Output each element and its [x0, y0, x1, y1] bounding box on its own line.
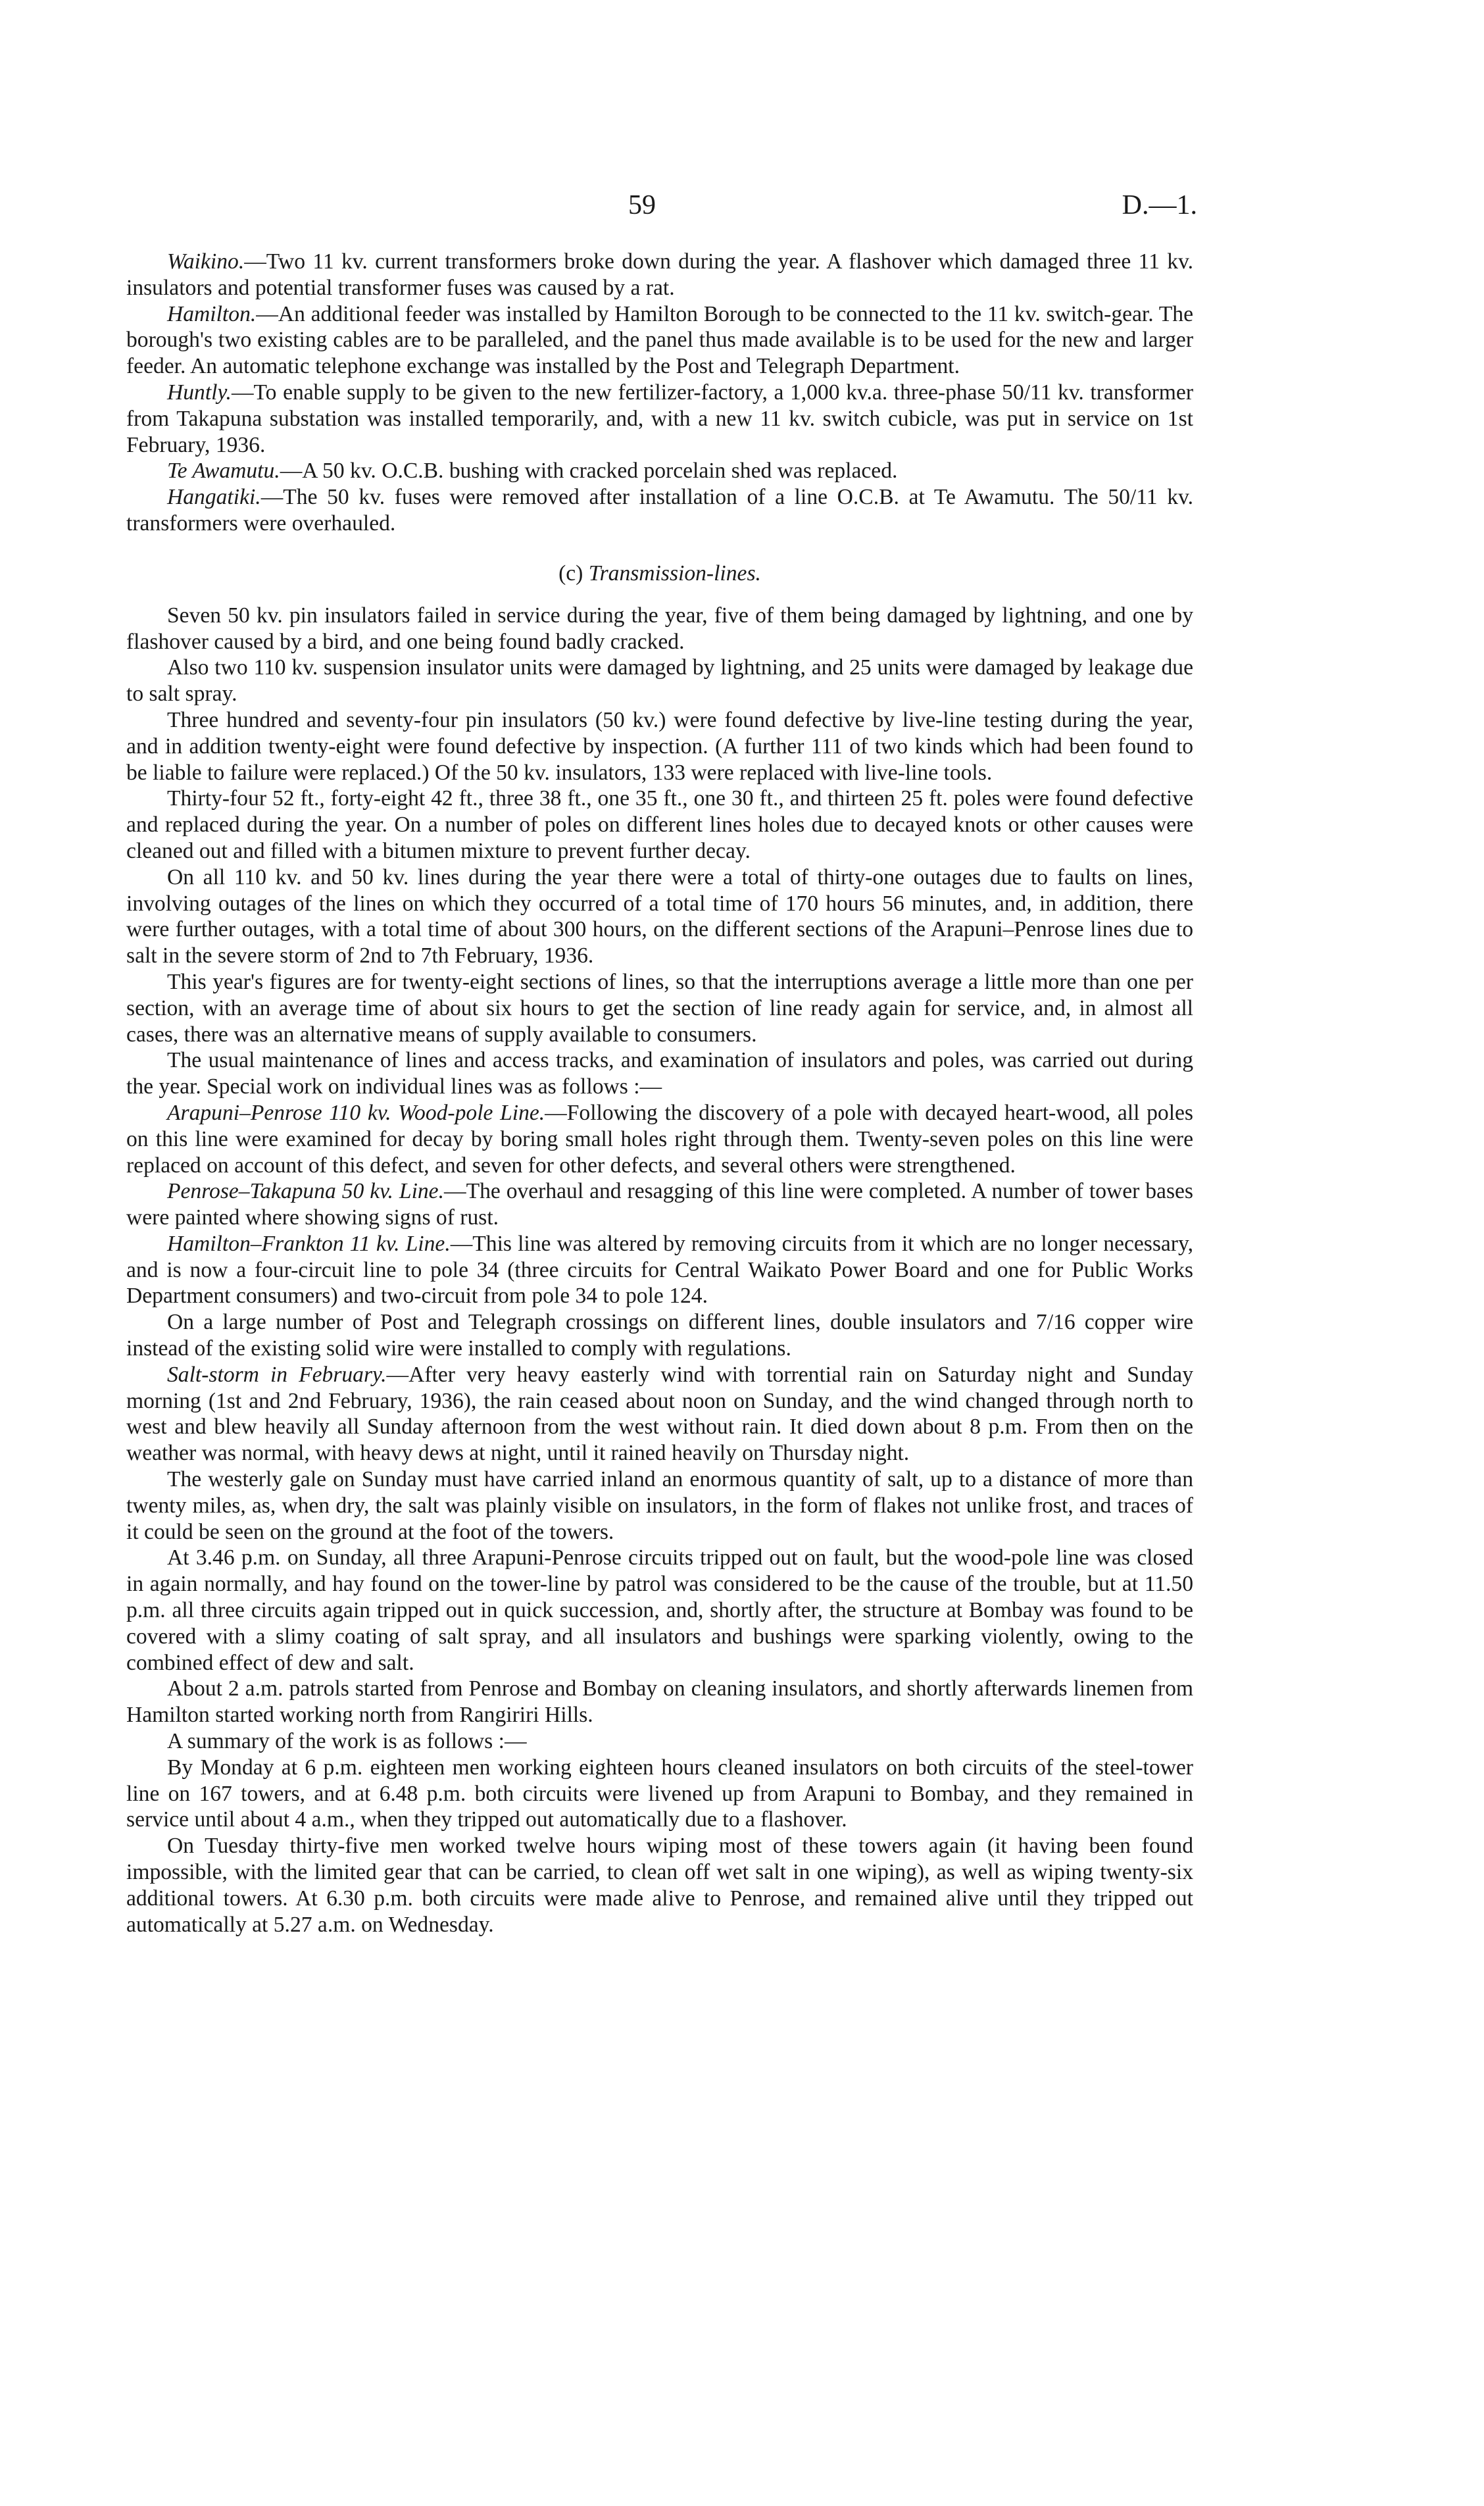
paragraph [126, 865, 1193, 969]
paragraph-text: Seven 50 kv. pin insulators failed in service during the year, five of them being damaged by lightning, and one by flashover caused by a bird, and one being found badly cracked. [126, 603, 1193, 654]
paragraph [126, 1178, 1193, 1231]
paragraph-text: —To enable supply to be given to the new fertilizer-factory, a 1,000 kv.a. three-phase 50/11 kv. transformer from Takapuna substation was installed temporarily, and, with a new 11 kv. switch cubicle, was put in service on 1st February, 1936. [126, 380, 1193, 457]
paragraph [126, 301, 1193, 380]
paragraph-text: Thirty-four 52 ft., forty-eight 42 ft., three 38 ft., one 35 ft., one 30 ft., and thirteen 25 ft. poles were found defective and replaced during the year. On a number of poles on different lines holes due to decayed knots or other causes were cleaned out and filled with a bitumen mixture to prevent further decay. [126, 786, 1193, 863]
paragraph [126, 1100, 1193, 1178]
paragraph [126, 1309, 1193, 1362]
paragraph-text: —Following the discovery of a pole with decayed heart-wood, all poles on this line were examined for decay by boring small holes right through them. Twenty-seven poles on this line were replaced on account of this defect, and seven for other defects, and several others were strengthened. [126, 1100, 1193, 1178]
paragraph [126, 1362, 1193, 1466]
paragraph-text: —Two 11 kv. current transformers broke down during the year. A flashover which damaged three 11 kv. insulators and potential transformer fuses was caused by a rat. [126, 249, 1193, 300]
paragraph-text: Three hundred and seventy-four pin insulators (50 kv.) were found defective by live-line testing during the year, and in addition twenty-eight were found defective by inspection. (A further 111 of two kinds which had been found to be liable to failure were replaced.) Of the 50 kv. insulators, 133 were replaced with live-line tools. [126, 707, 1193, 785]
paragraph-lead: Hamilton. [167, 301, 257, 326]
page-body [126, 249, 1193, 1938]
paragraph-text: This year's figures are for twenty-eight sections of lines, so that the interruptions average a little more than one per section, with an average time of about six hours to get the section of line ready again for service, and, in almost all cases, there was an alternative means of supply available to consumers. [126, 969, 1193, 1047]
document-reference: D.—1. [1122, 190, 1197, 220]
paragraph-text: —This line was altered by removing circuits from it which are no longer necessary, and is now a four-circuit line to pole 34 (three circuits for Central Waikato Power Board and one for Public Works Department consumers) and two-circuit from pole 34 to pole 124. [126, 1231, 1193, 1309]
paragraph-text: The usual maintenance of lines and access tracks, and examination of insulators and poles, was carried out during the year. Special work on individual lines was as follows :— [126, 1048, 1193, 1099]
paragraph-text: By Monday at 6 p.m. eighteen men working eighteen hours cleaned insulators on both circuits of the steel-tower line on 167 towers, and at 6.48 p.m. both circuits were livened up from Arapuni to Bombay, and they remained in service until about 4 a.m., when they tripped out automatically due to a flashover. [126, 1755, 1193, 1832]
paragraph [126, 484, 1193, 537]
paragraph [126, 786, 1193, 864]
paragraph-lead: Penrose–Takapuna 50 kv. Line. [167, 1179, 444, 1204]
page-number: 59 [628, 190, 656, 220]
paragraph-text: On a large number of Post and Telegraph crossings on different lines, double insulators and 7/16 copper wire instead of the existing solid wire were installed to comply with regulations. [126, 1310, 1193, 1361]
paragraph [126, 380, 1193, 458]
paragraph [126, 458, 1193, 484]
paragraph [126, 249, 1193, 301]
paragraph [126, 707, 1193, 786]
paragraph [126, 655, 1193, 707]
paragraph-lead: Arapuni–Penrose 110 kv. Wood-pole Line. [167, 1100, 545, 1125]
paragraph-text: Also two 110 kv. suspension insulator units were damaged by lightning, and 25 units were damaged by leakage due to salt spray. [126, 655, 1193, 707]
paragraph [126, 969, 1193, 1047]
section-heading-prefix: (c) [558, 561, 583, 586]
paragraph-lead: Te Awamutu. [167, 459, 280, 484]
paragraph-text: —The overhaul and resagging of this line were completed. A number of tower bases were painted where showing signs of rust. [126, 1179, 1193, 1230]
paragraph [126, 603, 1193, 655]
paragraph-text: —After very heavy easterly wind with torrential rain on Saturday night and Sunday morning (1st and 2nd February, 1936), the rain ceased about noon on Sunday, and the wind changed through north to west and blew heavily all Sunday afternoon from the west without rain. It died down about 8 p.m. From then on the weather was normal, with heavy dews at night, until it rained heavily on Thursday night. [126, 1362, 1193, 1466]
paragraph-text: —The 50 kv. fuses were removed after installation of a line O.C.B. at Te Awamutu. The 50/11 kv. transformers were overhauled. [126, 485, 1193, 536]
paragraph-text: A summary of the work is as follows :— [167, 1729, 527, 1754]
substations-section [126, 249, 1193, 537]
paragraph [126, 1728, 1193, 1755]
paragraph [126, 1755, 1193, 1833]
paragraph-lead: Waikino. [167, 249, 245, 274]
paragraph-text: On all 110 kv. and 50 kv. lines during the year there were a total of thirty-one outages due to faults on lines, involving outages of the lines on which they occurred of a total time of 170 hours 56 minutes, and, in addition, there were further outages, with a total time of about 300 hours, on the different sections of the Arapuni–Penrose lines due to salt in the severe storm of 2nd to 7th February, 1936. [126, 865, 1193, 968]
paragraph [126, 1676, 1193, 1728]
page-header [0, 189, 1484, 229]
paragraph-text: At 3.46 p.m. on Sunday, all three Arapuni-Penrose circuits tripped out on fault, but the wood-pole line was closed in again normally, and hay found on the tower-line by patrol was considered to be the cause of the trouble, but at 11.50 p.m. all three circuits again tripped out in quick succession, and, shortly after, the structure at Bombay was found to be covered with a slimy coating of salt spray, and all insulators and bushings were sparking violently, owing to the combined effect of dew and salt. [126, 1545, 1193, 1675]
paragraph [126, 1047, 1193, 1100]
paragraph [126, 1466, 1193, 1545]
paragraph [126, 1833, 1193, 1938]
paragraph [126, 1231, 1193, 1309]
transmission-section [126, 603, 1193, 1938]
section-heading [126, 561, 1193, 587]
paragraph-lead: Hangatiki. [167, 485, 261, 510]
section-heading-label: Transmission-lines. [588, 561, 761, 586]
paragraph-text: The westerly gale on Sunday must have carried inland an enormous quantity of salt, up to a distance of more than twenty miles, as, when dry, the salt was plainly visible on insulators, in the form of flakes not unlike frost, and traces of it could be seen on the ground at the foot of the towers. [126, 1467, 1193, 1544]
paragraph-lead: Huntly. [167, 380, 232, 405]
paragraph-text: About 2 a.m. patrols started from Penrose and Bombay on cleaning insulators, and shortly afterwards linemen from Hamilton started working north from Rangiriri Hills. [126, 1676, 1193, 1728]
paragraph-lead: Salt-storm in February. [167, 1362, 387, 1387]
paragraph-text: On Tuesday thirty-five men worked twelve hours wiping most of these towers again (it having been found impossible, with the limited gear that can be carried, to clean off wet salt in one wiping), as well as wiping twenty-six additional towers. At 6.30 p.m. both circuits were made alive to Penrose, and remained alive until they tripped out automatically at 5.27 a.m. on Wednesday. [126, 1834, 1193, 1937]
paragraph-text: —An additional feeder was installed by Hamilton Borough to be connected to the 11 kv. switch-gear. The borough's two existing cables are to be paralleled, and the panel thus made available is to be used for the new and larger feeder. An automatic telephone exchange was installed by the Post and Telegraph Department. [126, 301, 1193, 379]
paragraph [126, 1545, 1193, 1676]
paragraph-text: —A 50 kv. O.C.B. bushing with cracked porcelain shed was replaced. [280, 459, 898, 484]
paragraph-lead: Hamilton–Frankton 11 kv. Line. [167, 1231, 451, 1256]
